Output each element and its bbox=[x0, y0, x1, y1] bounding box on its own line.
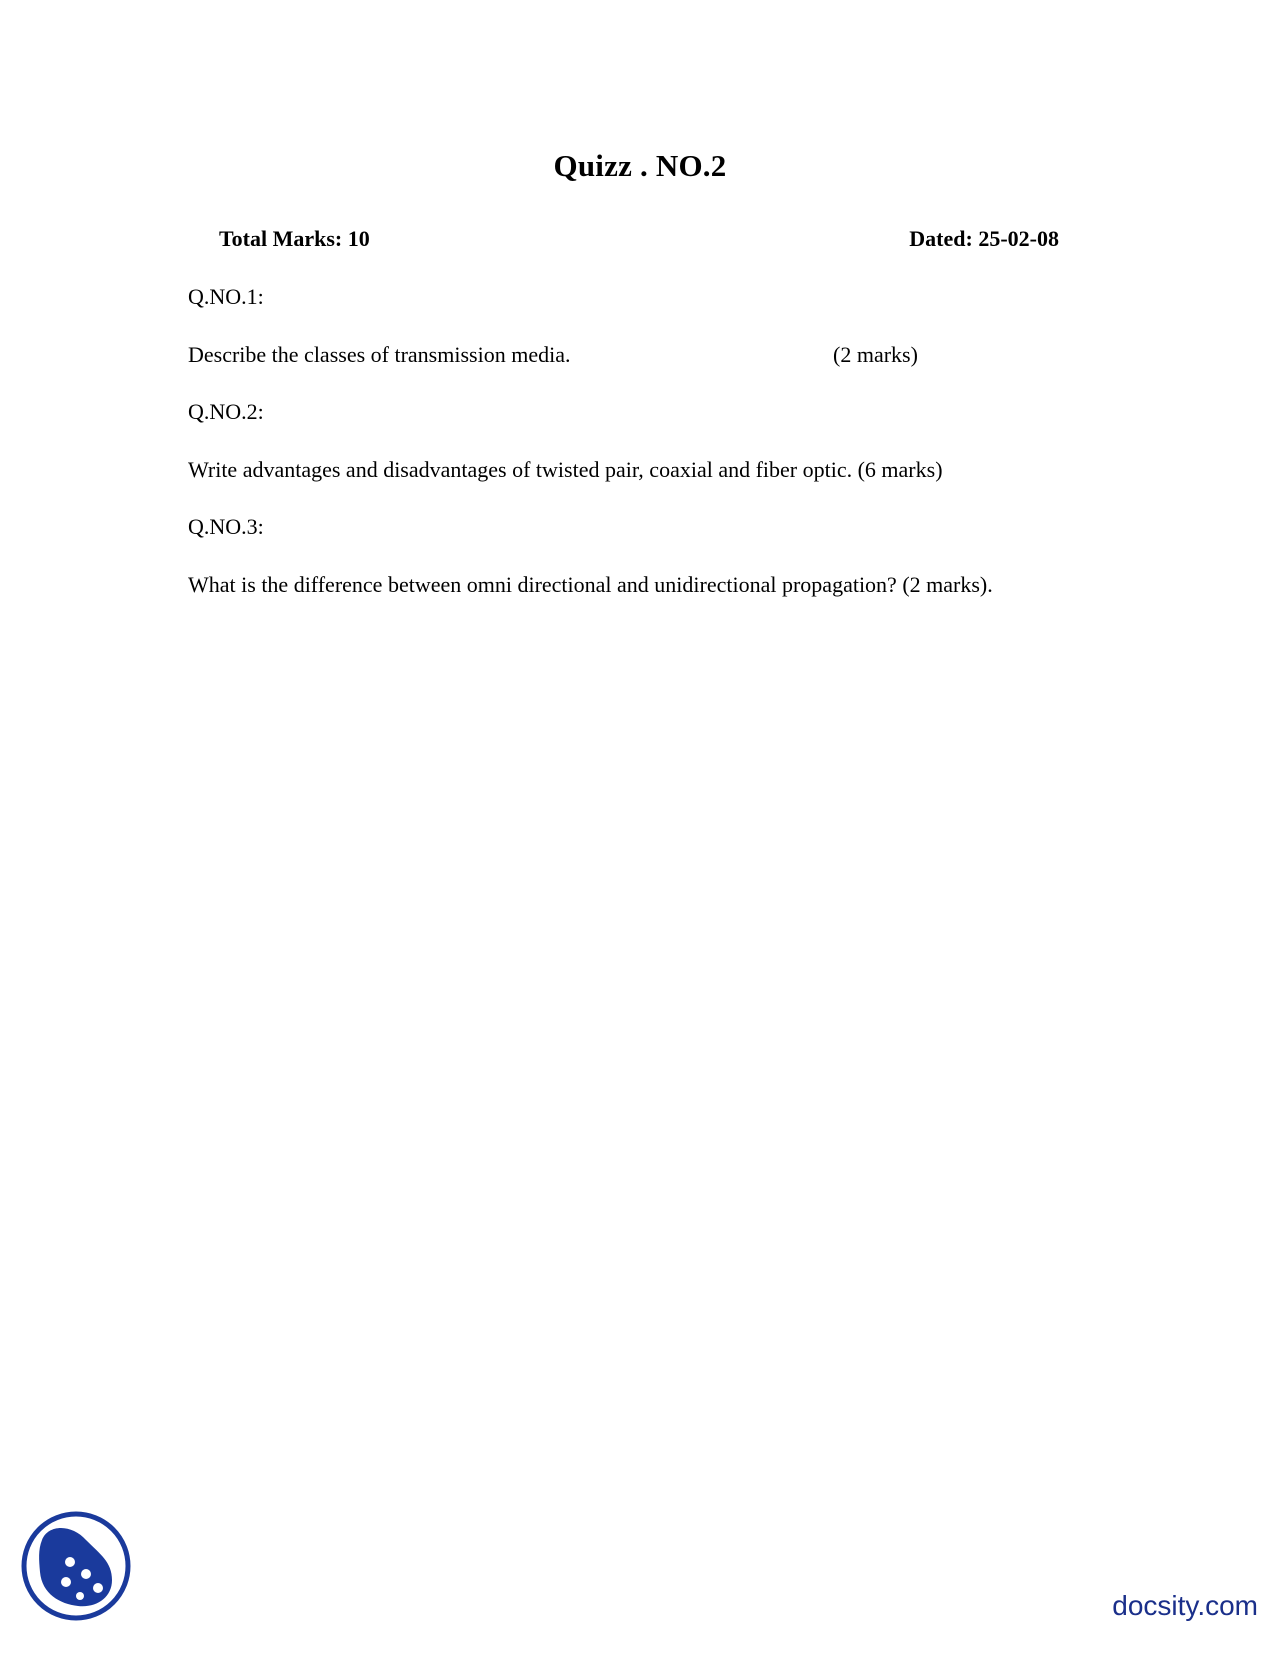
quiz-title: Quizz . NO.2 bbox=[553, 148, 727, 183]
question-1-heading: Q.NO.1: bbox=[188, 284, 264, 309]
question-3-text: What is the difference between omni directional and unidirectional propagation? (2 marks). bbox=[188, 572, 993, 597]
question-2-text: Write advantages and disadvantages of twisted pair, coaxial and fiber optic. (6 marks) bbox=[188, 457, 943, 482]
question-2-heading: Q.NO.2: bbox=[188, 399, 264, 424]
question-3-heading: Q.NO.3: bbox=[188, 514, 264, 539]
docsity-brand-text[interactable]: docsity.com bbox=[1112, 1590, 1258, 1621]
quiz-date: Dated: 25-02-08 bbox=[909, 226, 1059, 251]
question-1-marks: (2 marks) bbox=[833, 342, 918, 367]
question-1-text: Describe the classes of transmission media. bbox=[188, 342, 571, 367]
docsity-logo-icon bbox=[20, 1510, 132, 1622]
total-marks: Total Marks: 10 bbox=[219, 226, 370, 251]
